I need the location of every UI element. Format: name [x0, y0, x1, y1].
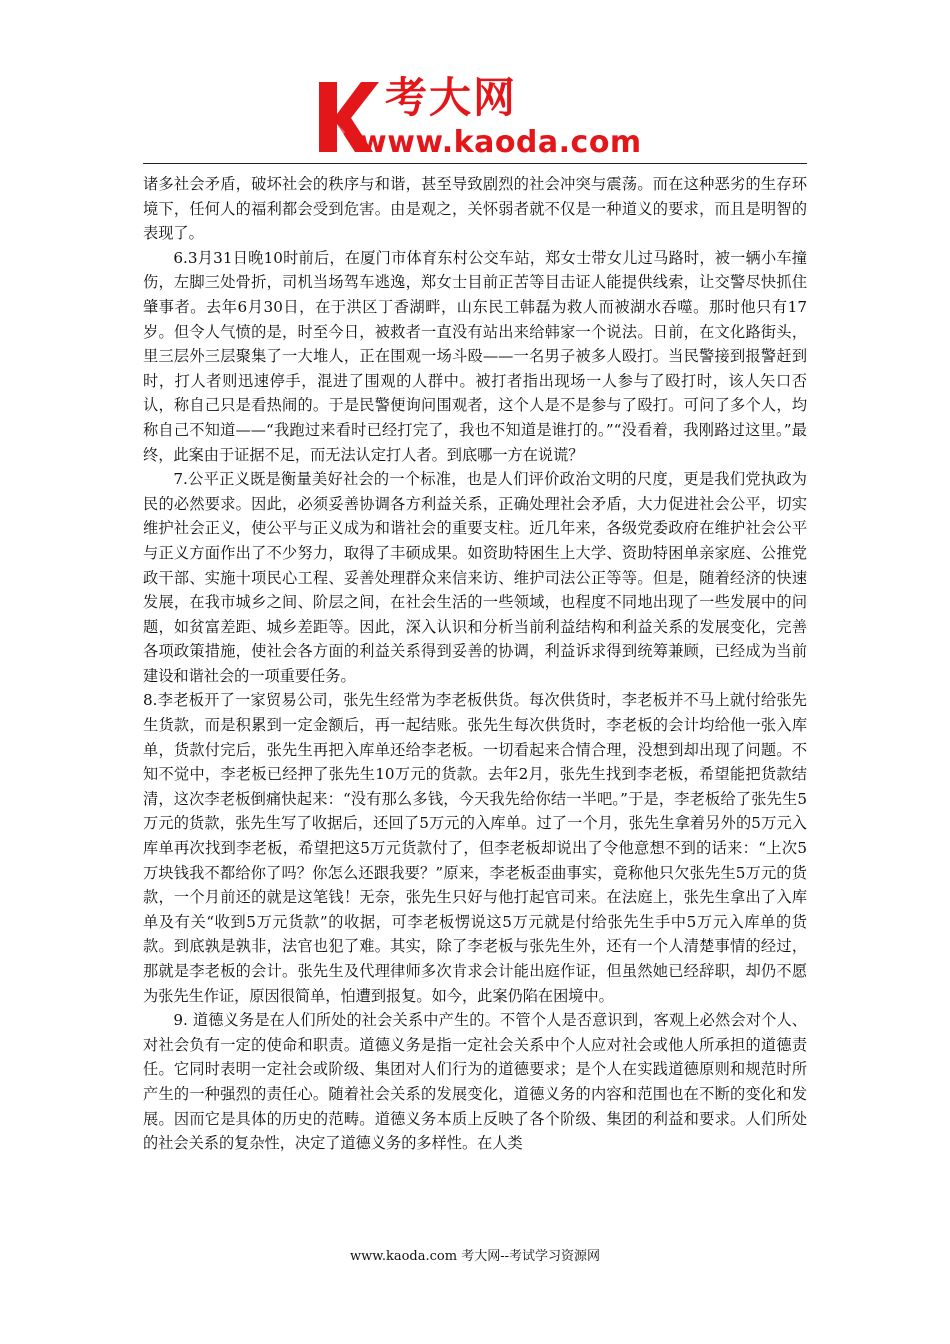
paragraph-8: 8.李老板开了一家贸易公司，张先生经常为李老板供货。每次供货时，李老板并不马上就付给张先生货款，而是积累到一定金额后，再一起结账。张先生每次供货时，李老板的会计均给他一张入库单，货款付完后，张先生再把入库单还给李老板。一切看起来合情合理，没想到却出现了问题。不知不觉中，李老板已经押了张先生10万元的货款。去年2月，张先生找到李老板，希望能把货款结清，这次李老板倒痛快起来：“没有那么多钱，今天我先给你结一半吧。”于是，李老板给了张先生5万元的货款，张先生写了收据后，还回了5万元的入库单。过了一个月，张先生拿着另外的5万元入库单再次找到李老板，希望把这5万元货款付了，但李老板却说出了令他意想不到的话来：“上次5万块钱我不都给你了吗？你怎么还跟我要？”原来，李老板歪曲事实，竟称他只欠张先生5万元的货款，一个月前还的就是这笔钱！无奈，张先生只好与他打起官司来。在法庭上，张先生拿出了入库单及有关“收到5万元货款”的收据，可李老板愣说这5万元就是付给张先生手中5万元入库单的货款。到底孰是孰非，法官也犯了难。其实，除了李老板与张先生外，还有一个人清楚事情的经过，那就是李老板的会计。张先生及代理律师多次肯求会计能出庭作证，但虽然她已经辞职，却仍不愿为张先生作证，原因很简单，怕遭到报复。如今，此案仍陷在困境中。 — [143, 691, 807, 1005]
paragraph-6: 6.3月31日晚10时前后，在厦门市体育东村公交车站，郑女士带女儿过马路时，被一辆小车撞伤，左脚三处骨折，司机当场驾车逃逸，郑女士目前正苦等目击证人能提供线索，让交警尽快抓住肇事者。去年6月30日，在于洪区丁香湖畔，山东民工韩磊为救人而被湖水吞噬。那时他只有17岁。但令人气愤的是，时至今日，被救者一直没有站出来给韩家一个说法。日前，在文化路街头，里三层外三层聚集了一大堆人，正在围观一场斗殴——一名男子被多人殴打。当民警接到报警赶到时，打人者则迅速停手，混进了围观的人群中。被打者指出现场一人参与了殴打时，该人矢口否认，称自己只是看热闹的。于是民警便询问围观者，这个人是不是参与了殴打。可问了多个人，均称自己不知道——“我跑过来看时已经打完了，我也不知道是谁打的。”“没看着，我刚路过这里。”最终，此案由于证据不足，而无法认定打人者。到底哪一方在说谎？ — [143, 248, 807, 464]
logo-url: www.kaoda.com — [359, 125, 642, 160]
kaoda-logo[interactable] — [315, 72, 645, 164]
document-body — [143, 172, 807, 1156]
paragraph-7: 7.公平正义既是衡量美好社会的一个标准，也是人们评价政治文明的尺度，更是我们党执政为民的必然要求。因此，必须妥善协调各方利益关系，正确处理社会矛盾，大力促进社会公平，切实维护社会正义，使公平与正义成为和谐社会的重要支柱。近几年来，各级党委政府在维护社会公平与正义方面作出了不少努力，取得了丰硕成果。如资助特困生上大学、资助特困单亲家庭、公推党政干部、实施十项民心工程、妥善处理群众来信来访、维护司法公正等等。但是，随着经济的快速发展，在我市城乡之间、阶层之间，在社会生活的一些领域，也程度不同地出现了一些发展中的问题，如贫富差距、城乡差距等。因此，深入认识和分析当前利益结构和利益关系的发展变化，完善各项政策措施，使社会各方面的利益关系得到妥善的协调，利益诉求得到统筹兼顾，已经成为当前建设和谐社会的一项重要任务。 — [143, 470, 807, 685]
paragraph-9: 9. 道德义务是在人们所处的社会关系中产生的。不管个人是否意识到，客观上必然会对个人、对社会负有一定的使命和职责。道德义务是指一定社会关系中个人应对社会或他人所承担的道德责任。它同时表明一定社会或阶级、集团对人们行为的道德要求；是个人在实践道德原则和规范时所产生的一种强烈的责任心。随着社会关系的发展变化，道德义务的内容和范围也在不断的变化和发展。因而它是具体的历史的范畴。道德义务本质上反映了各个阶级、集团的利益和要求。人们所处的社会关系的复杂性，决定了道德义务的多样性。在人类 — [143, 1011, 807, 1153]
header-divider — [143, 163, 807, 164]
logo-chinese-name: 考大网 — [385, 73, 518, 122]
paragraph-continued: 诸多社会矛盾，破坏社会的秩序与和谐，甚至导致剧烈的社会冲突与震荡。而在这种恶劣的生存环境下，任何人的福利都会受到危害。由是观之，关怀弱者就不仅是一种道义的要求，而且是明智的表现了。 — [143, 175, 807, 243]
page-footer: www.kaoda.com 考大网--考试学习资源网 — [350, 1249, 600, 1264]
